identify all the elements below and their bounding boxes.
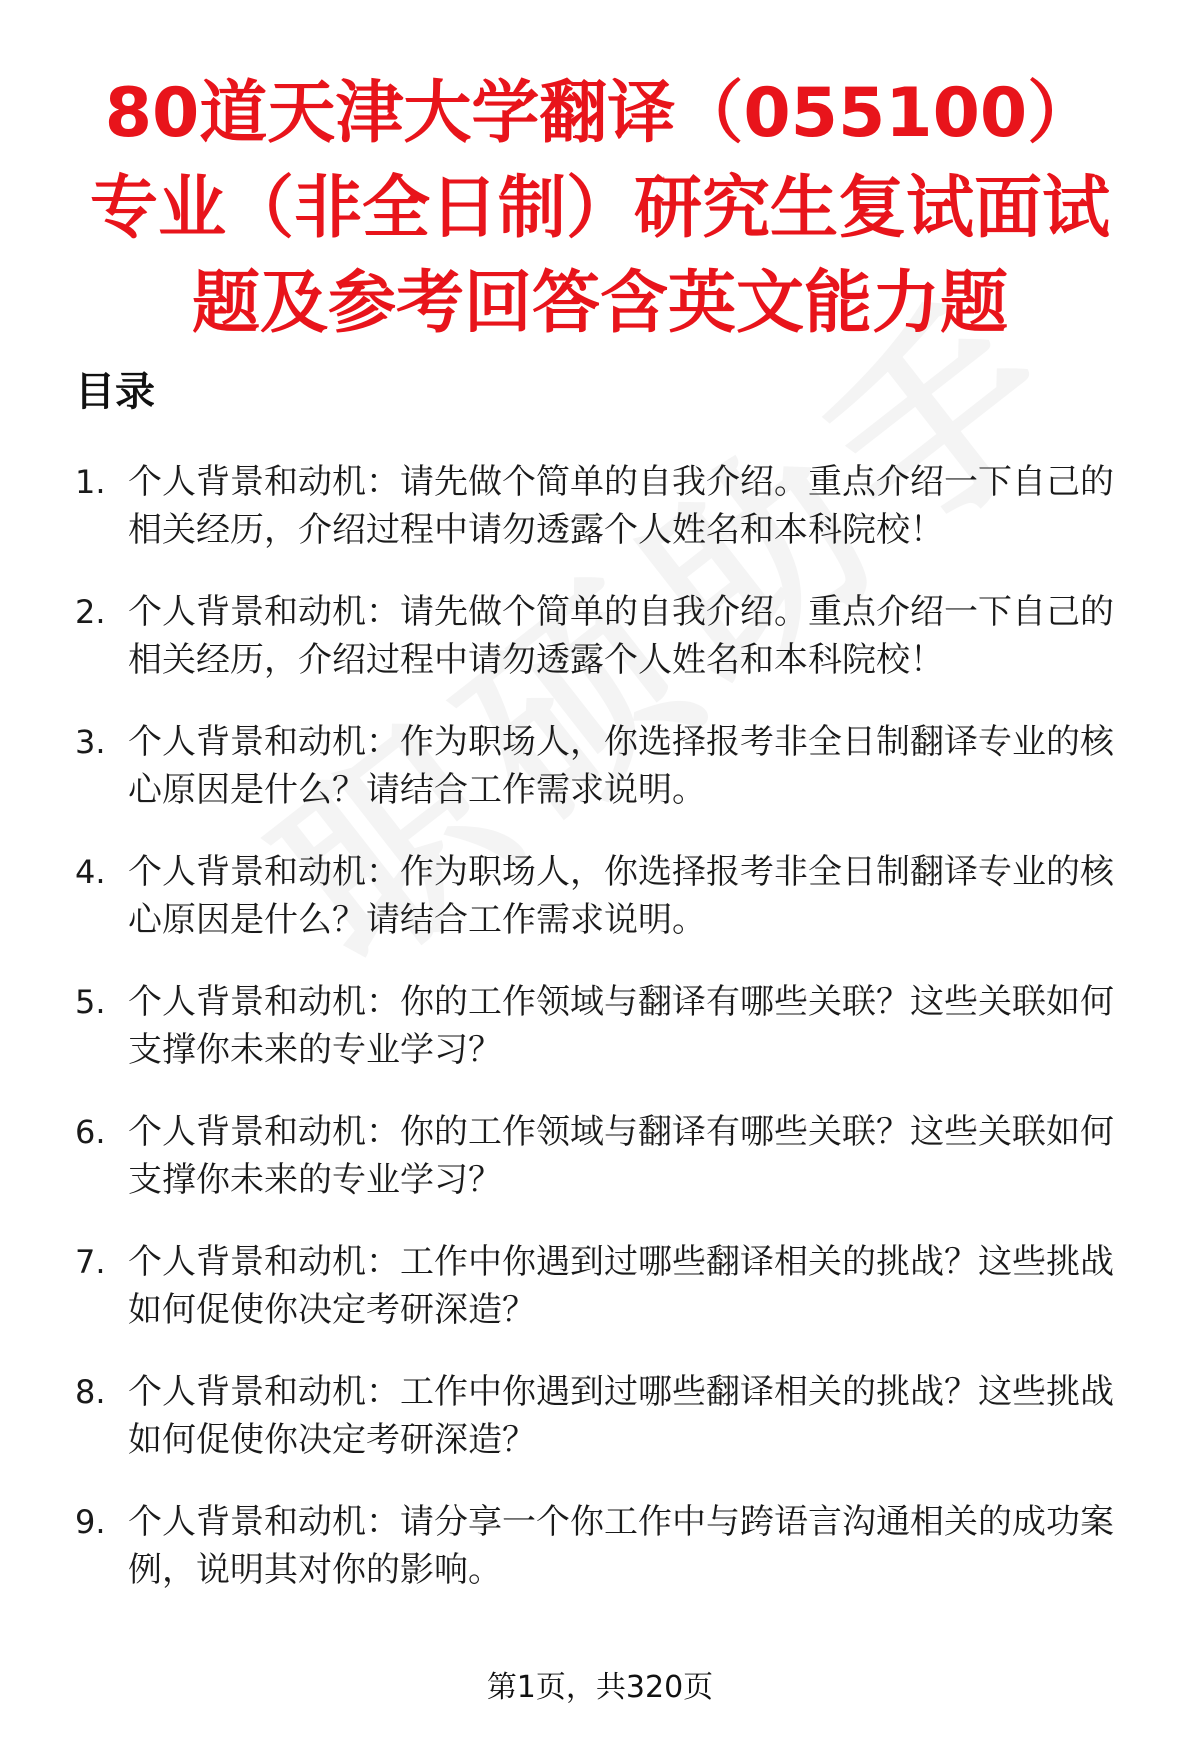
toc-item-number: 3.: [75, 723, 106, 761]
toc-item-3[interactable]: [75, 718, 1135, 848]
toc-item-2[interactable]: [75, 588, 1135, 718]
toc-item-1[interactable]: [75, 458, 1135, 588]
toc-item-text: 个人背景和动机：请分享一个你工作中与跨语言沟通相关的成功案例，说明其对你的影响。: [128, 1502, 1114, 1590]
toc-heading: 目录: [75, 369, 155, 415]
toc-item-text: 个人背景和动机：你的工作领域与翻译有哪些关联？这些关联如何支撑你未来的专业学习？: [128, 1112, 1114, 1200]
toc-item-8[interactable]: [75, 1368, 1135, 1498]
toc-item-number: 1.: [75, 463, 106, 501]
toc-item-9[interactable]: [75, 1498, 1135, 1628]
toc-item-number: 2.: [75, 593, 106, 631]
toc-item-number: 6.: [75, 1113, 106, 1151]
toc-item-number: 9.: [75, 1503, 106, 1541]
toc-item-7[interactable]: [75, 1238, 1135, 1368]
toc-item-number: 4.: [75, 853, 106, 891]
toc-item-6[interactable]: [75, 1108, 1135, 1238]
page-footer: 第1页，共320页: [486, 1670, 714, 1705]
toc-list: [75, 458, 1135, 1628]
toc-item-text: 个人背景和动机：请先做个简单的自我介绍。重点介绍一下自己的相关经历，介绍过程中请勿透露个人姓名和本科院校！: [128, 462, 1114, 550]
toc-item-number: 5.: [75, 983, 106, 1021]
toc-item-text: 个人背景和动机：请先做个简单的自我介绍。重点介绍一下自己的相关经历，介绍过程中请勿透露个人姓名和本科院校！: [128, 592, 1114, 680]
toc-item-text: 个人背景和动机：作为职场人，你选择报考非全日制翻译专业的核心原因是什么？请结合工作需求说明。: [128, 722, 1114, 810]
toc-item-text: 个人背景和动机：工作中你遇到过哪些翻译相关的挑战？这些挑战如何促使你决定考研深造？: [128, 1242, 1114, 1330]
toc-item-number: 7.: [75, 1243, 106, 1281]
page-title: 80道天津大学翻译（055100）专业（非全日制）研究生复试面试题及参考回答含英文能力题: [90, 74, 1111, 343]
toc-item-text: 个人背景和动机：作为职场人，你选择报考非全日制翻译专业的核心原因是什么？请结合工作需求说明。: [128, 852, 1114, 940]
toc-item-number: 8.: [75, 1373, 106, 1411]
toc-item-text: 个人背景和动机：工作中你遇到过哪些翻译相关的挑战？这些挑战如何促使你决定考研深造？: [128, 1372, 1114, 1460]
toc-item-text: 个人背景和动机：你的工作领域与翻译有哪些关联？这些关联如何支撑你未来的专业学习？: [128, 982, 1114, 1070]
toc-item-4[interactable]: [75, 848, 1135, 978]
toc-item-5[interactable]: [75, 978, 1135, 1108]
